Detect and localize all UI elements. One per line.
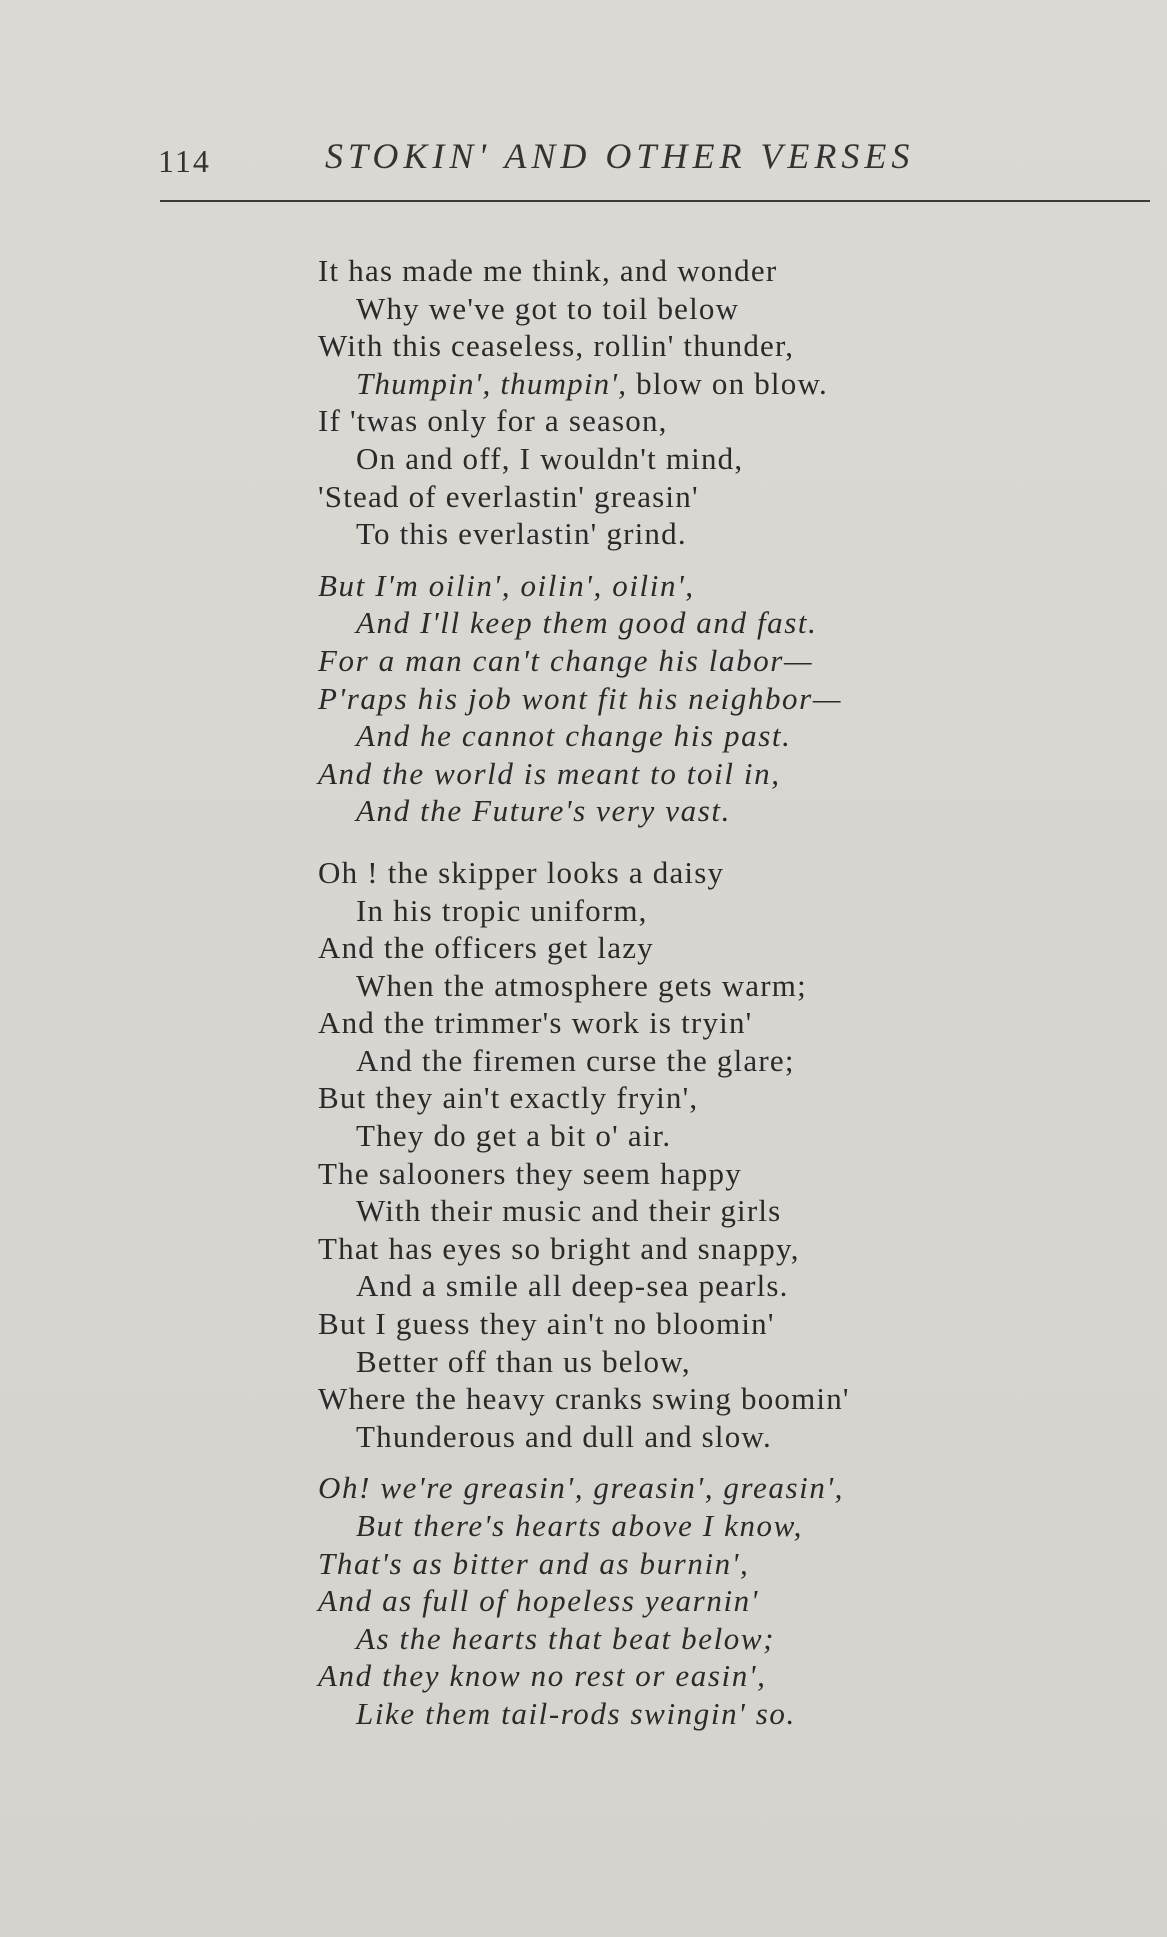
poem-line: But they ain't exactly fryin',: [318, 1080, 699, 1116]
poem-line: They do get a bit o' air.: [356, 1118, 672, 1154]
poem-line: And a smile all deep-sea pearls.: [356, 1268, 789, 1304]
poem-line: Oh! we're greasin', greasin', greasin',: [318, 1470, 845, 1506]
stanza: [318, 1469, 1118, 1732]
header-rule: [160, 200, 1150, 202]
stanza: [318, 567, 1118, 830]
poem-line: Thunderous and dull and slow.: [356, 1418, 772, 1454]
running-head: [158, 135, 1148, 185]
page-number: 114: [158, 143, 211, 179]
poem-line: And the officers get lazy: [318, 930, 654, 966]
poem-line: 'Stead of everlastin' greasin': [318, 478, 699, 514]
italic-prefix: Thumpin', thumpin',: [356, 365, 637, 401]
poem-line: Oh ! the skipper looks a daisy: [318, 854, 725, 890]
poem-line: That's as bitter and as burnin',: [318, 1545, 750, 1581]
poem-line: As the hearts that beat below;: [356, 1620, 776, 1656]
poem-line: When the atmosphere gets warm;: [356, 967, 807, 1003]
poem-line: With their music and their girls: [356, 1193, 782, 1229]
line-text: blow on blow.: [636, 365, 828, 401]
poem-line: In his tropic uniform,: [356, 892, 648, 928]
poem-line: Like them tail-rods swingin' so.: [356, 1695, 796, 1731]
poem-line: If 'twas only for a season,: [318, 403, 668, 439]
poem-line: And as full of hopeless yearnin': [318, 1583, 759, 1619]
poem-line: And they know no rest or easin',: [318, 1658, 767, 1694]
poem-line: And the firemen curse the glare;: [356, 1042, 795, 1078]
poem-line: Why we've got to toil below: [356, 290, 740, 326]
poem-line: And the world is meant to toil in,: [318, 755, 781, 791]
poem-line: But I'm oilin', oilin', oilin',: [318, 567, 695, 603]
stanza: [318, 252, 1118, 553]
poem-line: And I'll keep them good and fast.: [356, 605, 818, 641]
poem-line: [318, 365, 1118, 403]
poem-line: To this everlastin' grind.: [356, 516, 687, 552]
poem-line: It has made me think, and wonder: [318, 253, 778, 288]
poem-line: With this ceaseless, rollin' thunder,: [318, 328, 795, 364]
poem-line: But I guess they ain't no bloomin': [318, 1306, 775, 1342]
stanza: [318, 854, 1118, 1456]
poem-line: Better off than us below,: [356, 1343, 691, 1379]
poem-line: P'raps his job wont fit his neighbor—: [318, 680, 842, 716]
poem-line: But there's hearts above I know,: [356, 1508, 803, 1543]
poem-line: That has eyes so bright and snappy,: [318, 1230, 800, 1266]
book-title: STOKIN' AND OTHER VERSES: [325, 136, 915, 176]
poem-line: And the Future's very vast.: [356, 793, 731, 829]
poem-line: The salooners they seem happy: [318, 1155, 742, 1191]
poem-line: For a man can't change his labor—: [318, 642, 814, 678]
poem-line: On and off, I wouldn't mind,: [356, 440, 744, 476]
poem: [318, 238, 1118, 1733]
poem-line: And the trimmer's work is tryin': [318, 1005, 753, 1041]
poem-line: Where the heavy cranks swing boomin': [318, 1381, 850, 1417]
poem-line: And he cannot change his past.: [356, 718, 792, 754]
